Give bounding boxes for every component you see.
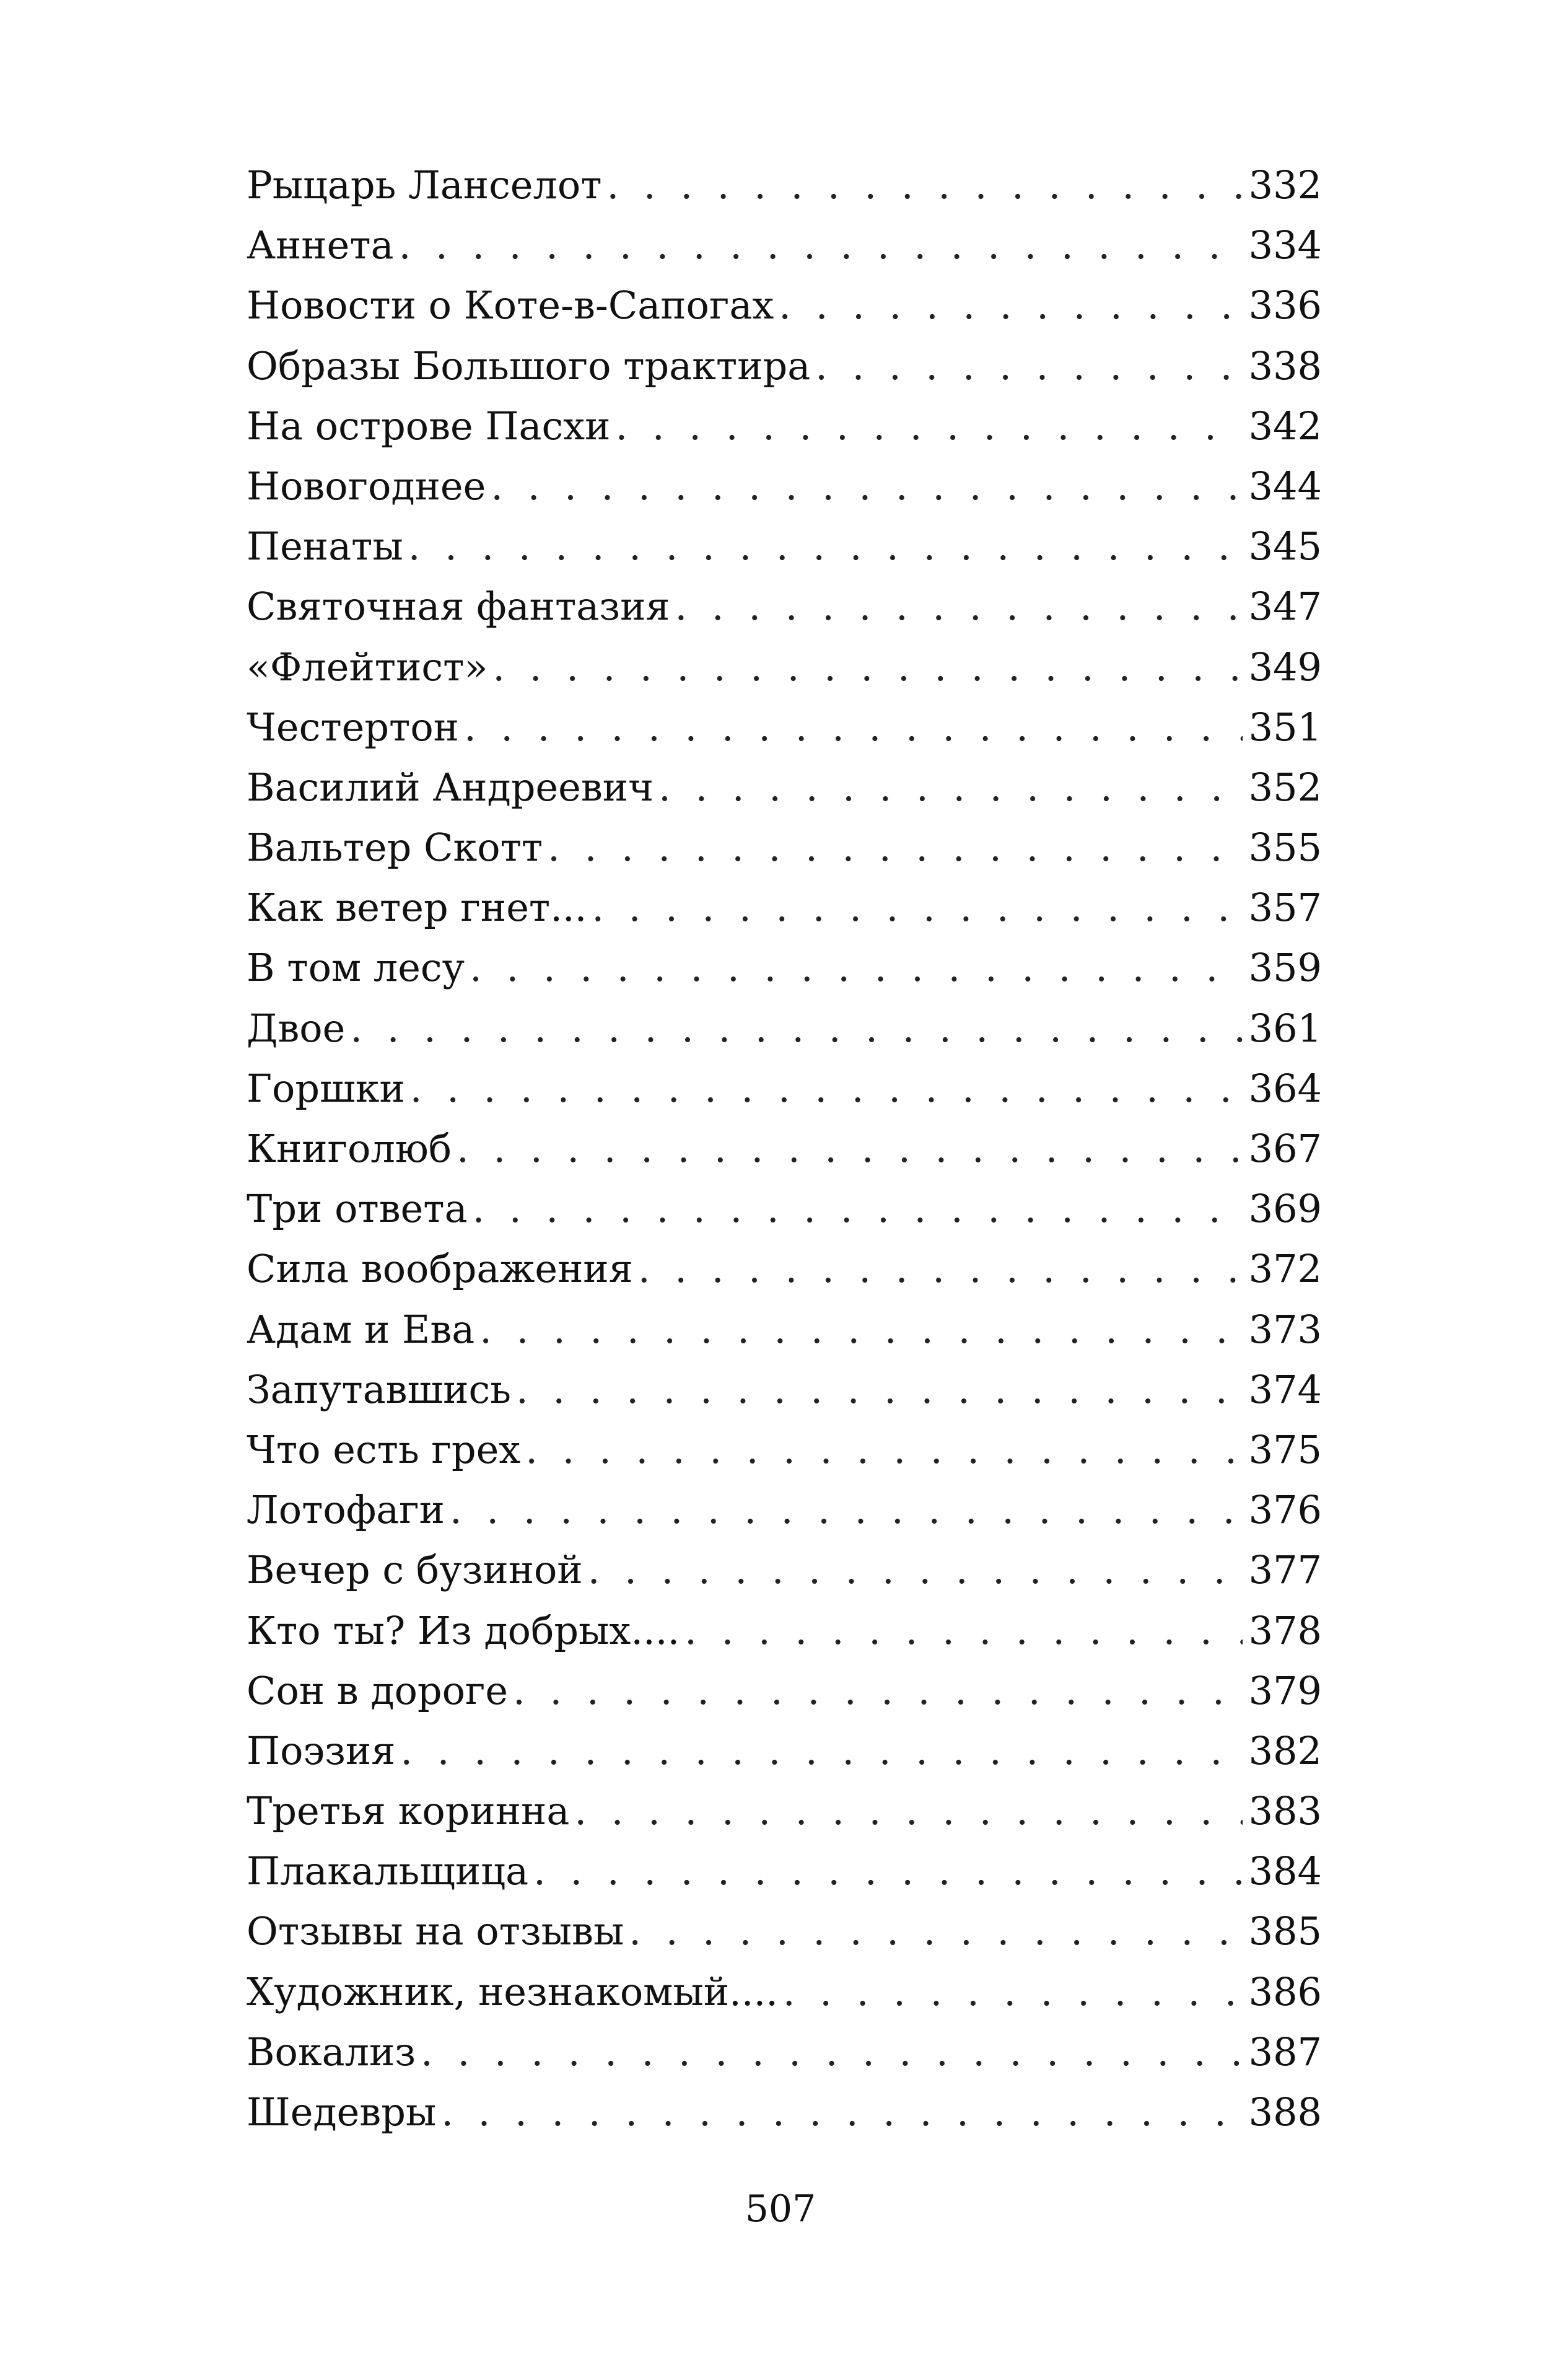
dot-leader xyxy=(491,456,1242,516)
toc-entry xyxy=(247,1239,1322,1299)
toc-entry xyxy=(247,1901,1322,1961)
toc-entry-page: 384 xyxy=(1248,1848,1322,1894)
toc-entry-title: Аннета xyxy=(247,222,394,268)
dot-leader xyxy=(615,396,1242,456)
dot-leader xyxy=(400,1721,1242,1781)
toc-entry-title: Вечер с бузиной xyxy=(247,1547,583,1593)
toc-entry xyxy=(247,2022,1322,2082)
toc-entry-page: 359 xyxy=(1248,945,1322,991)
dot-leader xyxy=(421,2022,1243,2082)
dot-leader xyxy=(815,336,1242,396)
dot-leader xyxy=(588,1540,1243,1600)
toc-entry-page: 375 xyxy=(1248,1426,1322,1472)
dot-leader xyxy=(783,1962,1243,2022)
dot-leader xyxy=(350,998,1242,1058)
toc-entry xyxy=(247,1781,1322,1841)
dot-leader xyxy=(441,2082,1242,2142)
toc-entry xyxy=(247,215,1322,275)
toc-entry xyxy=(247,1359,1322,1420)
dot-leader xyxy=(464,697,1243,757)
toc-entry-page: 336 xyxy=(1248,283,1322,328)
toc-entry xyxy=(247,637,1322,697)
toc-entry xyxy=(247,275,1322,335)
toc-entry-page: 357 xyxy=(1248,885,1322,931)
page-number: 507 xyxy=(745,2187,816,2231)
toc-entry-title: Образы Большого трактира xyxy=(247,343,811,389)
toc-entry-page: 387 xyxy=(1248,2029,1322,2075)
toc-entry xyxy=(247,1179,1322,1239)
toc-entry-title: Горшки xyxy=(247,1065,405,1111)
toc-entry xyxy=(247,817,1322,877)
toc-entry xyxy=(247,2082,1322,2142)
toc-entry-title: Отзывы на отзывы xyxy=(247,1908,624,1954)
toc-entry-page: 347 xyxy=(1248,584,1322,630)
dot-leader xyxy=(574,1781,1242,1841)
dot-leader xyxy=(516,1359,1243,1420)
toc-entry-page: 332 xyxy=(1248,162,1322,208)
toc-entry xyxy=(247,877,1322,938)
toc-entry-page: 376 xyxy=(1248,1487,1322,1533)
dot-leader xyxy=(675,576,1243,636)
toc-entry-page: 388 xyxy=(1248,2089,1322,2135)
toc-entry-page: 367 xyxy=(1248,1126,1322,1171)
toc-entry-title: Святочная фантазия xyxy=(247,584,670,630)
toc-entry-title: Рыцарь Ланселот xyxy=(247,162,602,208)
toc-entry-title: Запутавшись xyxy=(247,1366,512,1412)
dot-leader xyxy=(592,877,1242,938)
toc-entry-page: 369 xyxy=(1248,1186,1322,1232)
toc-entry-title: «Флейтист» xyxy=(247,644,488,690)
toc-entry-title: Три ответа xyxy=(247,1186,468,1232)
dot-leader xyxy=(607,155,1243,215)
dot-leader xyxy=(470,938,1243,998)
toc-entry-title: Что есть грех xyxy=(247,1426,521,1472)
toc-entry-page: 344 xyxy=(1248,463,1322,509)
toc-entry xyxy=(247,1661,1322,1721)
toc-entry-title: Сон в дороге xyxy=(247,1667,509,1713)
toc-entry-title: Вокализ xyxy=(247,2029,416,2075)
toc-entry-page: 379 xyxy=(1248,1667,1322,1713)
toc-entry xyxy=(247,1721,1322,1781)
toc-entry-title: Как ветер гнет... xyxy=(247,885,587,931)
dot-leader xyxy=(473,1179,1243,1239)
toc-entry-title: Художник, незнакомый.... xyxy=(247,1969,778,2014)
toc-entry-title: Шедевры xyxy=(247,2089,437,2135)
toc-entry-page: 386 xyxy=(1248,1969,1322,2014)
toc-entry-page: 338 xyxy=(1248,343,1322,389)
dot-leader xyxy=(492,637,1242,697)
toc-entry-title: Василий Андреевич xyxy=(247,764,654,810)
toc-entry-title: Сила воображения xyxy=(247,1246,633,1292)
toc-entry-title: Новогоднее xyxy=(247,463,486,509)
toc-entry-page: 355 xyxy=(1248,825,1322,871)
dot-leader xyxy=(399,215,1243,275)
toc-entry xyxy=(247,155,1322,215)
toc-entry-title: На острове Пасхи xyxy=(247,403,611,449)
dot-leader xyxy=(779,275,1242,335)
dot-leader xyxy=(479,1299,1242,1359)
toc-entry xyxy=(247,697,1322,757)
toc-entry xyxy=(247,998,1322,1058)
toc-entry xyxy=(247,757,1322,817)
toc-entry xyxy=(247,396,1322,456)
toc-entry-title: Пенаты xyxy=(247,524,403,569)
dot-leader xyxy=(457,1118,1243,1179)
toc-entry-page: 372 xyxy=(1248,1246,1322,1292)
toc-entry-page: 377 xyxy=(1248,1547,1322,1593)
toc-entry-page: 383 xyxy=(1248,1788,1322,1834)
toc-entry-page: 385 xyxy=(1248,1908,1322,1954)
toc-entry-title: Книголюб xyxy=(247,1126,452,1171)
toc-entry-title: Третья коринна xyxy=(247,1788,570,1834)
toc-entry-page: 373 xyxy=(1248,1306,1322,1352)
toc-entry-page: 382 xyxy=(1248,1728,1322,1773)
dot-leader xyxy=(410,1058,1243,1118)
toc-entry xyxy=(247,1118,1322,1179)
toc-entry-title: Лотофаги xyxy=(247,1487,445,1533)
toc-entry-page: 345 xyxy=(1248,524,1322,569)
toc-entry xyxy=(247,336,1322,396)
toc-entry-title: Честертон xyxy=(247,704,459,750)
toc-entry xyxy=(247,1601,1322,1661)
dot-leader xyxy=(629,1901,1242,1961)
toc-entry-title: Вальтер Скотт xyxy=(247,825,543,871)
toc-entry xyxy=(247,456,1322,516)
toc-entry xyxy=(247,1962,1322,2022)
toc-entry xyxy=(247,1058,1322,1118)
dot-leader xyxy=(408,516,1243,576)
toc-entry-page: 349 xyxy=(1248,644,1322,690)
toc-entry xyxy=(247,1299,1322,1359)
toc-entry-title: Плакальщица xyxy=(247,1848,529,1894)
toc-entry xyxy=(247,1540,1322,1600)
toc-entry-title: Кто ты? Из добрых.... xyxy=(247,1607,680,1653)
toc-entry xyxy=(247,938,1322,998)
toc-entry-page: 361 xyxy=(1248,1005,1322,1051)
toc-entry-page: 374 xyxy=(1248,1366,1322,1412)
toc-entry xyxy=(247,516,1322,576)
toc-entry-page: 351 xyxy=(1248,704,1322,750)
dot-leader xyxy=(548,817,1242,877)
toc-entry xyxy=(247,1841,1322,1901)
dot-leader xyxy=(684,1601,1242,1661)
toc-entry-page: 378 xyxy=(1248,1607,1322,1653)
toc-entry xyxy=(247,1420,1322,1480)
dot-leader xyxy=(450,1480,1243,1540)
toc-entry-page: 364 xyxy=(1248,1065,1322,1111)
toc-entry-title: Новости о Коте-в-Сапогах xyxy=(247,283,774,328)
toc-entry-title: Двое xyxy=(247,1005,346,1051)
toc-entry xyxy=(247,576,1322,636)
dot-leader xyxy=(658,757,1243,817)
toc-entry-page: 342 xyxy=(1248,403,1322,449)
dot-leader xyxy=(638,1239,1243,1299)
toc-entry-page: 352 xyxy=(1248,764,1322,810)
table-of-contents xyxy=(247,155,1322,2142)
toc-entry-title: Адам и Ева xyxy=(247,1306,475,1352)
toc-entry xyxy=(247,1480,1322,1540)
toc-entry-page: 334 xyxy=(1248,222,1322,268)
dot-leader xyxy=(513,1661,1243,1721)
toc-entry-title: Поэзия xyxy=(247,1728,396,1773)
dot-leader xyxy=(533,1841,1243,1901)
toc-entry-title: В том лесу xyxy=(247,945,465,991)
dot-leader xyxy=(525,1420,1242,1480)
